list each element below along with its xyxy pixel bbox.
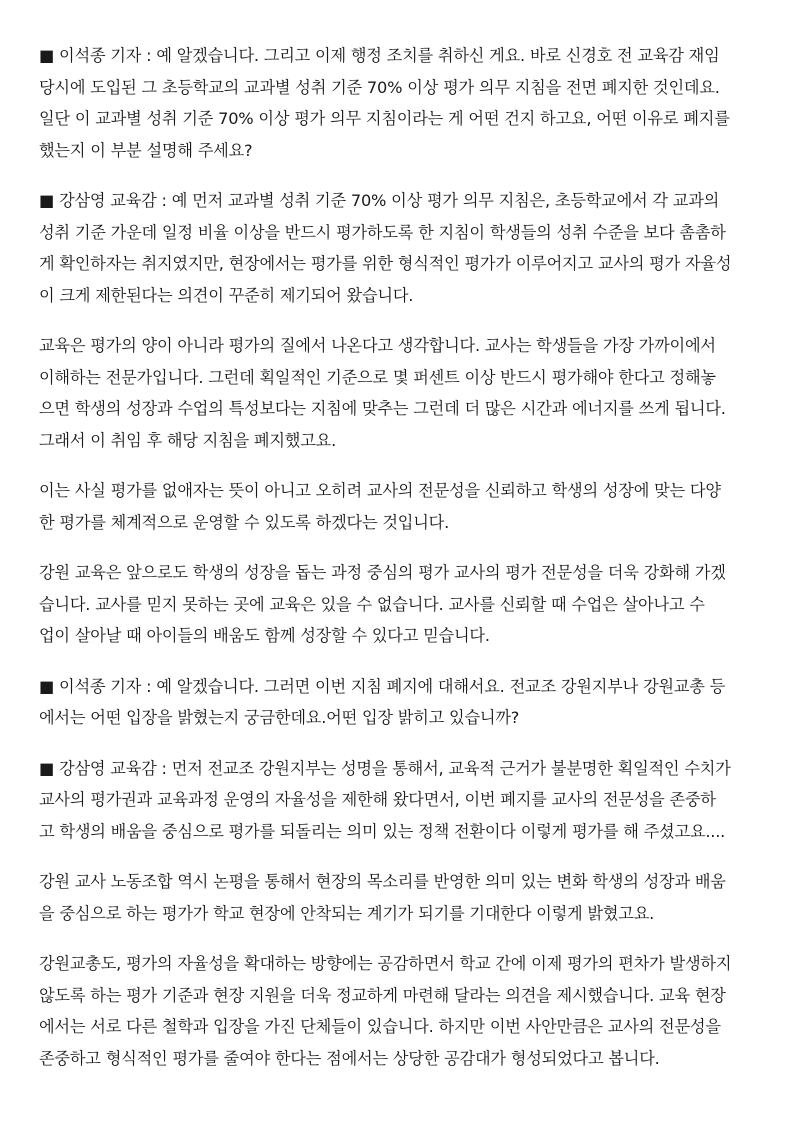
paragraph-answer-1-continued-a: 교육은 평가의 양이 아니라 평가의 질에서 나온다고 생각합니다. 교사는 학생들을 가장 가까이에서 이해하는 전문가입니다. 그런데 획일적인 기준으로 몇 퍼센트 이상 반드시 평가해야 한다고 정해놓 으면 학생의 성장과 수업의 특성보다는 지침에 맞추는 그런데 더 많은 시간과 에너지를 쓰게 됩니다. 그래서 이 취임 후 해당 지침을 폐지했고요.: [39, 336, 726, 450]
paragraph-answer-2-continued-b: 강원교총도, 평가의 자율성을 확대하는 방향에는 공감하면서 학교 간에 이제 평가의 편차가 발생하지 않도록 하는 평가 기준과 현장 지원을 더욱 정교하게 마련해 달라는 의견을 제시했습니다. 교육 현장 에서는 서로 다른 철학과 입장을 가진 단체들이 있습니다. 하지만 이번 사안만큼은 교사의 전문성을 존중하고 형식적인 평가를 줄여야 한다는 점에서는 상당한 공감대가 형성되었다고 봅니다.: [39, 954, 732, 1068]
paragraph-answer-1-continued-c: 강원 교육은 앞으로도 학생의 성장을 돕는 과정 중심의 평가 교사의 평가 전문성을 더욱 강화해 가겠 습니다. 교사를 믿지 못하는 곳에 교육은 있을 수 없습니다. 교사를 신뢰할 때 수업은 살아나고 수 업이 살아날 때 아이들의 배움도 함께 성장할 수 있다고 믿습니다.: [39, 563, 726, 645]
paragraph-answer-2-continued-a: 강원 교사 노동조합 역시 논평을 통해서 현장의 목소리를 반영한 의미 있는 변화 학생의 성장과 배움 을 중심으로 하는 평가가 학교 현장에 안착되는 계기가 되기를 기대한다 이렇게 밝혔고요.: [39, 872, 726, 923]
paragraph-reporter-question-2: ■ 이석종 기자 : 예 알겠습니다. 그러면 이번 지침 폐지에 대해서요. 전교조 강원지부나 강원교총 등 에서는 어떤 입장을 밝혔는지 궁금한데요.어떤 입장 밝히고 있습니까?: [39, 676, 726, 727]
document-page: [39, 40, 759, 1093]
paragraph-answer-1-continued-b: 이는 사실 평가를 없애자는 뜻이 아니고 오히려 교사의 전문성을 신뢰하고 학생의 성장에 맞는 다양 한 평가를 체계적으로 운영할 수 있도록 하겠다는 것입니다.: [39, 481, 721, 532]
paragraph-superintendent-answer-2: ■ 강삼영 교육감 : 먼저 전교조 강원지부는 성명을 통해서, 교육적 근거가 불분명한 획일적인 수치가 교사의 평가권과 교육과정 운영의 자율성을 제한해 왔다면서, 이번 폐지를 교사의 전문성을 존중하 고 학생의 배움을 중심으로 평가를 되돌리는 의미 있는 정책 전환이다 이렇게 평가를 해 주셨고요....: [39, 758, 731, 841]
paragraph-reporter-question-1: ■ 이석종 기자 : 예 알겠습니다. 그리고 이제 행정 조치를 취하신 게요. 바로 신경호 전 교육감 재임 당시에 도입된 그 초등학교의 교과별 성취 기준 70% 이상 평가 의무 지침을 전면 폐지한 것인데요. 일단 이 교과별 성취 기준 70% 이상 평가 의무 지침이라는 게 어떤 건지 하고요, 어떤 이유로 폐지를 했는지 이 부분 설명해 주세요?: [39, 46, 730, 160]
paragraph-superintendent-answer-1: ■ 강삼영 교육감 : 예 먼저 교과별 성취 기준 70% 이상 평가 의무 지침은, 초등학교에서 각 교과의 성취 기준 가운데 일정 비율 이상을 반드시 평가하도록 한 지침이 학생들의 성취 수준을 보다 촘촘하 게 확인하자는 취지였지만, 현장에서는 평가를 위한 형식적인 평가가 이루어지고 교사의 평가 자율성 이 크게 제한된다는 의견이 꾸준히 제기되어 왔습니다.: [39, 191, 732, 305]
